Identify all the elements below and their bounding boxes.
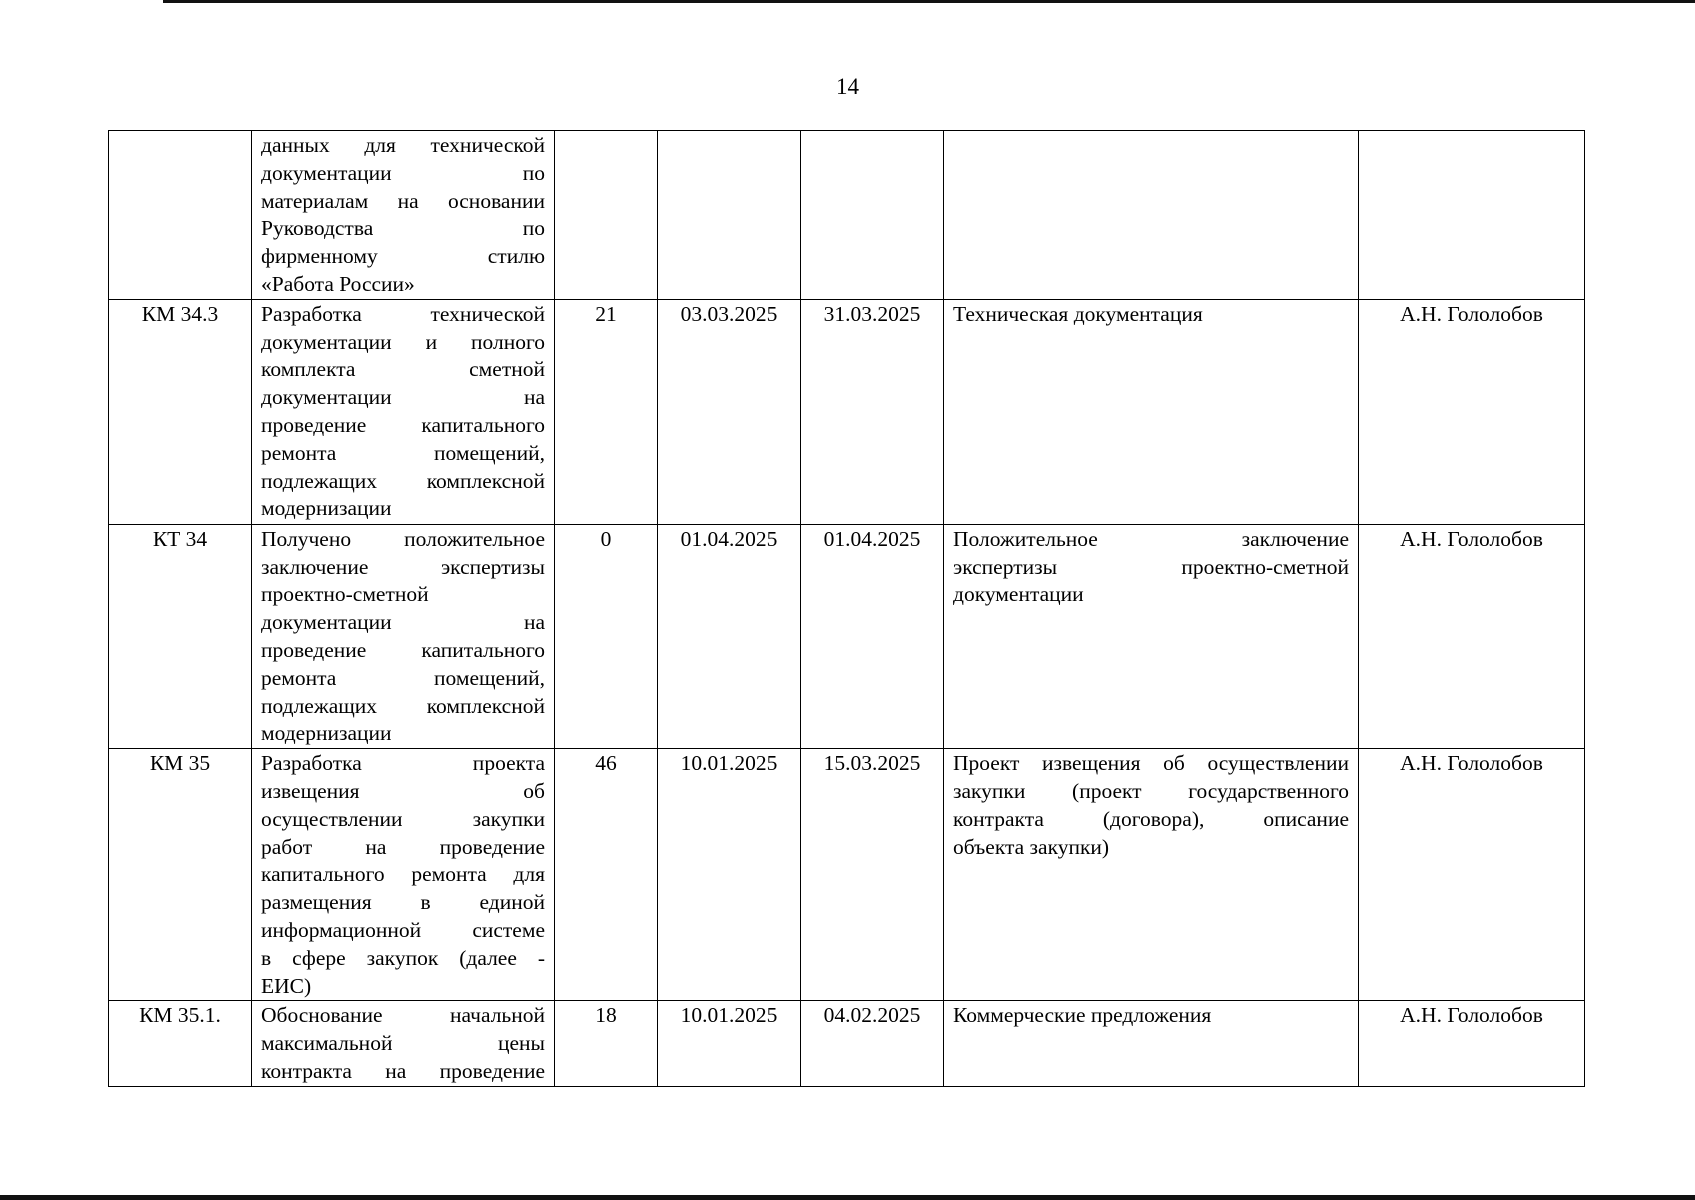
task-name-line: Руководства по — [261, 216, 545, 241]
task-name-line: документации на — [261, 385, 545, 410]
task-name-line: Разработка проекта — [261, 751, 545, 776]
cell-start-date: 01.04.2025 — [658, 524, 801, 748]
task-name-line: капитального ремонта для — [261, 862, 545, 887]
task-name-line: материалам на основании — [261, 188, 545, 213]
cell-result — [944, 749, 1359, 1001]
cell-start-date — [658, 131, 801, 300]
task-name-line: проектно-сметной — [261, 582, 429, 607]
cell-duration: 21 — [555, 299, 658, 524]
task-name-line: контракта на проведение — [261, 1058, 545, 1083]
result-line: контракта (договора), описание — [953, 806, 1349, 831]
cell-code: КМ 35.1. — [109, 1001, 252, 1086]
scan-border-bottom — [0, 1195, 1695, 1200]
cell-responsible: А.Н. Гололобов — [1359, 1001, 1585, 1086]
task-name-line: проведение капитального — [261, 637, 545, 662]
task-name-line: подлежащих комплексной — [261, 468, 545, 493]
table-row — [109, 299, 1585, 524]
cell-code: КМ 34.3 — [109, 299, 252, 524]
result-line: Проект извещения об осуществлении — [953, 751, 1349, 776]
cell-duration — [555, 131, 658, 300]
table-row — [109, 524, 1585, 748]
cell-code: КМ 35 — [109, 749, 252, 1001]
task-name-line: фирменному стилю — [261, 244, 545, 269]
task-name-line: подлежащих комплексной — [261, 693, 545, 718]
table-row — [109, 1001, 1585, 1086]
cell-result — [944, 524, 1359, 748]
cell-start-date: 03.03.2025 — [658, 299, 801, 524]
result-line: Коммерческие предложения — [953, 1003, 1212, 1028]
cell-result — [944, 131, 1359, 300]
task-name-line: размещения в единой — [261, 890, 545, 915]
result-line: экспертизы проектно-сметной — [953, 554, 1349, 579]
cell-end-date: 31.03.2025 — [801, 299, 944, 524]
cell-result — [944, 299, 1359, 524]
cell-responsible — [1359, 131, 1585, 300]
task-name-line: документации и полного — [261, 329, 545, 354]
cell-responsible: А.Н. Гололобов — [1359, 299, 1585, 524]
task-name-line: проведение капитального — [261, 412, 545, 437]
task-name-line: данных для технической — [261, 133, 545, 157]
task-name-line: ремонта помещений, — [261, 665, 545, 690]
task-name-line: работ на проведение — [261, 834, 545, 859]
cell-duration: 0 — [555, 524, 658, 748]
task-name-line: извещения об — [261, 778, 545, 803]
cell-duration: 46 — [555, 749, 658, 1001]
result-line: документации — [953, 582, 1084, 607]
cell-duration: 18 — [555, 1001, 658, 1086]
result-line: Техническая документация — [953, 301, 1203, 326]
cell-start-date: 10.01.2025 — [658, 749, 801, 1001]
schedule-table — [108, 130, 1585, 1087]
cell-task-name — [252, 131, 555, 300]
cell-code: КТ 34 — [109, 524, 252, 748]
cell-end-date: 04.02.2025 — [801, 1001, 944, 1086]
task-name-line: Получено положительное — [261, 526, 545, 551]
task-name-line: модернизации — [261, 721, 392, 746]
task-name-line: «Работа России» — [261, 271, 415, 296]
task-name-line: максимальной цены — [261, 1031, 545, 1056]
task-name-line: комплекта сметной — [261, 357, 545, 382]
task-name-line: документации на — [261, 610, 545, 635]
cell-responsible: А.Н. Гололобов — [1359, 524, 1585, 748]
task-name-line: документации по — [261, 160, 545, 185]
result-line: объекта закупки) — [953, 834, 1110, 859]
result-line: закупки (проект государственного — [953, 778, 1349, 803]
table-row — [109, 131, 1585, 300]
table-row — [109, 749, 1585, 1001]
cell-task-name — [252, 749, 555, 1001]
cell-start-date: 10.01.2025 — [658, 1001, 801, 1086]
cell-responsible: А.Н. Гололобов — [1359, 749, 1585, 1001]
task-name-line: осуществлении закупки — [261, 806, 545, 831]
task-name-line: Обоснование начальной — [261, 1003, 545, 1028]
task-name-line: в сфере закупок (далее - — [261, 945, 545, 970]
cell-task-name — [252, 524, 555, 748]
cell-task-name — [252, 299, 555, 524]
task-name-line: заключение экспертизы — [261, 554, 545, 579]
cell-task-name — [252, 1001, 555, 1086]
scan-border-top — [163, 0, 1695, 3]
cell-result — [944, 1001, 1359, 1086]
task-name-line: модернизации — [261, 496, 392, 521]
task-name-line: ЕИС) — [261, 973, 312, 998]
cell-end-date — [801, 131, 944, 300]
task-name-line: информационной системе — [261, 917, 545, 942]
cell-code — [109, 131, 252, 300]
task-name-line: ремонта помещений, — [261, 440, 545, 465]
cell-end-date: 01.04.2025 — [801, 524, 944, 748]
task-name-line: Разработка технической — [261, 301, 545, 326]
result-line: Положительное заключение — [953, 526, 1349, 551]
page-number: 14 — [836, 74, 859, 99]
cell-end-date: 15.03.2025 — [801, 749, 944, 1001]
